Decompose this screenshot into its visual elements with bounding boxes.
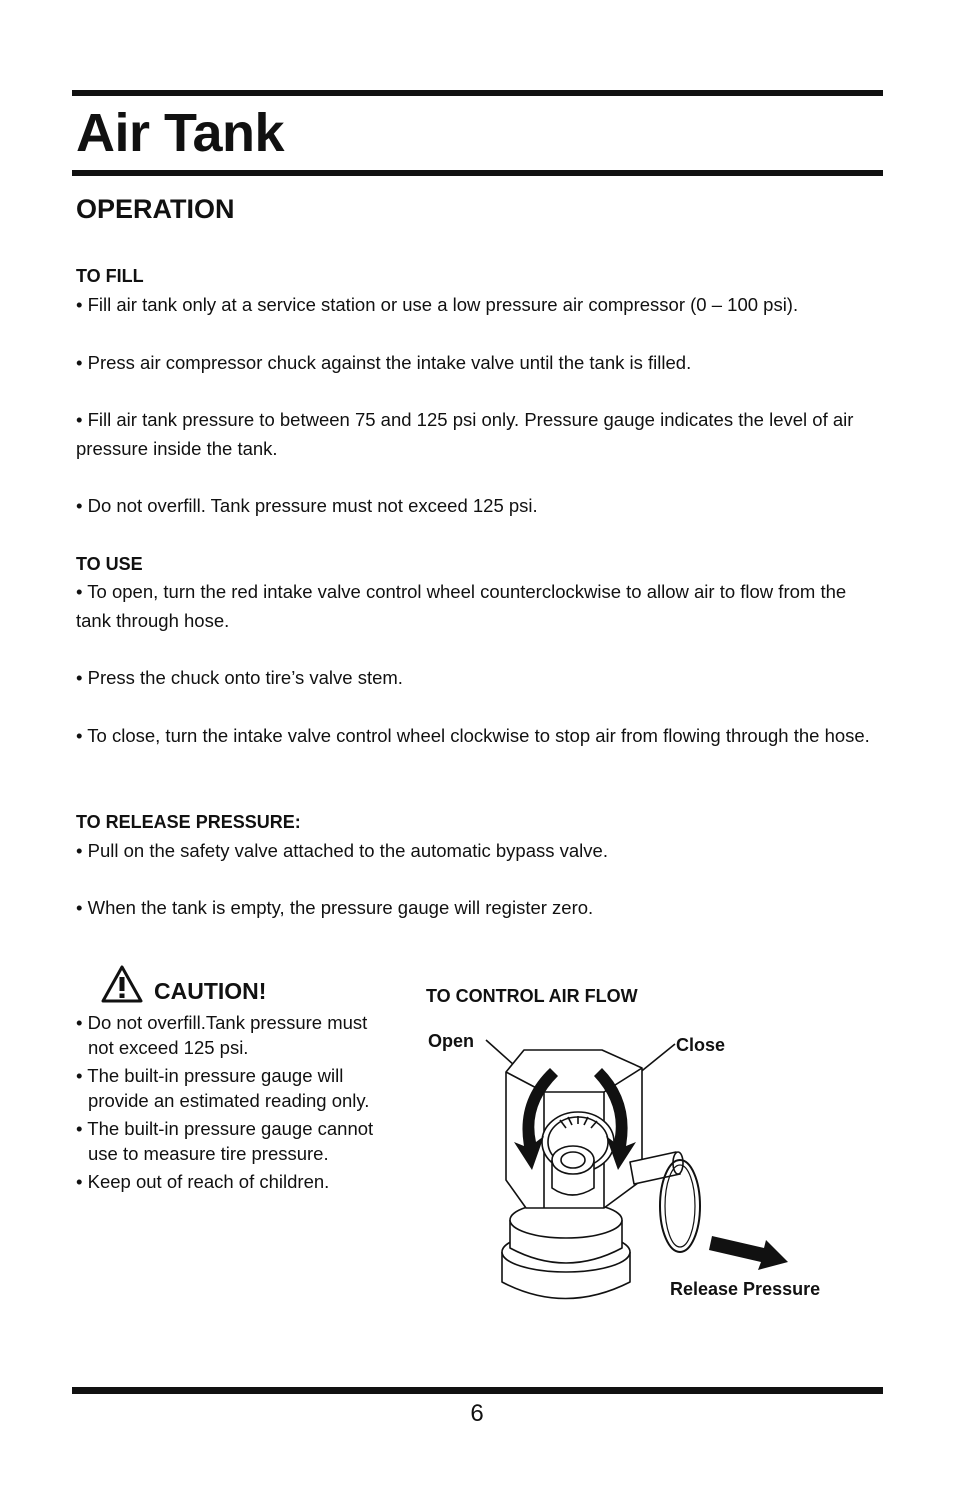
to-fill-heading: TO FILL [76,266,144,286]
to-use-item-2: • Press the chuck onto tire’s valve stem. [76,667,403,688]
to-use-heading: TO USE [76,554,143,574]
caution-label: CAUTION! [154,978,267,1004]
page-number: 6 [470,1400,484,1427]
bottom-rule [72,1387,883,1394]
title-underline-rule [72,170,883,176]
caution-list [76,1011,376,1199]
warning-triangle-icon [100,964,144,1009]
to-fill-item-2: • Press air compressor chuck against the intake valve until the tank is filled. [76,352,692,373]
to-fill-item-1: • Fill air tank only at a service station or use a low pressure air compressor (0 – 100 psi). [76,294,799,315]
close-leader-line [638,1044,675,1074]
air-valve-illustration [480,1030,810,1310]
release-arrow-icon [709,1236,788,1270]
top-rule [72,90,883,96]
caution-item: • Keep out of reach of children. [76,1171,330,1192]
page-title: Air Tank [76,103,285,163]
caution-item: • The built-in pressure gauge cannot use to measure tire pressure. [76,1118,374,1164]
release-pressure-label: Release Pressure [670,1279,821,1299]
section-heading: OPERATION [76,194,235,224]
caution-item: • Do not overfill.Tank pressure must not exceed 125 psi. [76,1012,368,1058]
to-fill-item-3: • Fill air tank pressure to between 75 and 125 psi only. Pressure gauge indicates the level of air pressure inside the tank. [76,409,854,459]
to-use-item-3: • To close, turn the intake valve control wheel clockwise to stop air from flowing through the hose. [76,725,870,746]
figure-title: TO CONTROL AIR FLOW [426,986,638,1006]
release-heading: TO RELEASE PRESSURE: [76,812,301,832]
close-label: Close [676,1035,726,1055]
to-fill-item-4: • Do not overfill. Tank pressure must not exceed 125 psi. [76,495,538,516]
open-label: Open [428,1031,475,1051]
release-item-2: • When the tank is empty, the pressure gauge will register zero. [76,897,594,918]
release-item-1: • Pull on the safety valve attached to the automatic bypass valve. [76,840,608,861]
caution-item: • The built-in pressure gauge will provide an estimated reading only. [76,1065,370,1111]
to-use-item-1: • To open, turn the red intake valve control wheel counterclockwise to allow air to flow from the tank through hose. [76,581,847,631]
caution-heading [100,964,266,1009]
